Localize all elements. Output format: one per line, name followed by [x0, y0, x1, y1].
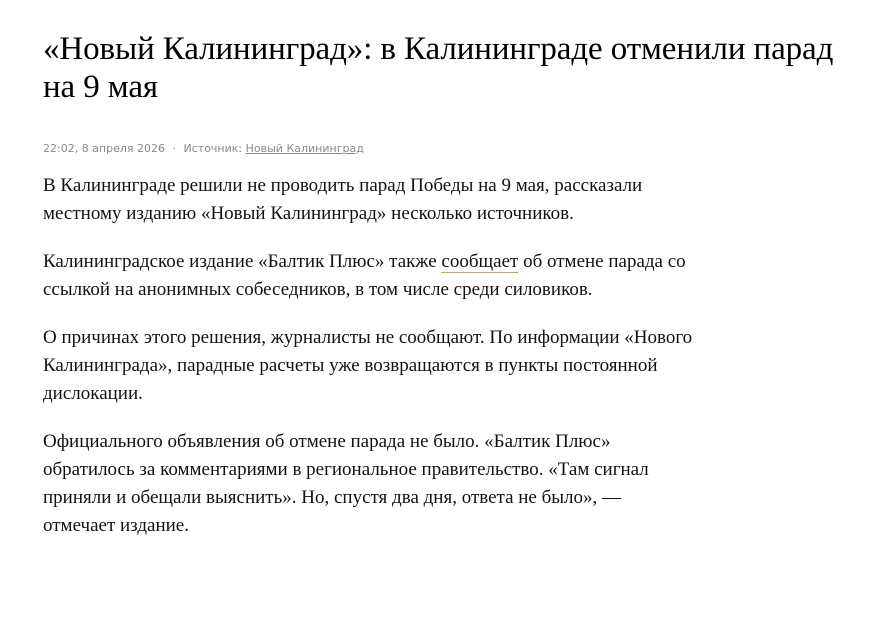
article-paragraph: В Калининграде решили не проводить парад Победы на 9 мая, рассказали местному изданию «Новый Калининград» несколько источников. [43, 175, 643, 224]
article-paragraph: Официального объявления об отмене парада не было. «Балтик Плюс» обратилось за комментариями в региональное правительство. «Там сигнал приняли и обещали выяснить». Но, спустя два дня, ответа не было», — отмечает издание. [43, 431, 649, 536]
inline-source-link[interactable]: сообщает [441, 251, 519, 272]
article-headline: «Новый Калининград»: в Калининграде отменили парад на 9 мая [43, 31, 834, 105]
source-label: Источник: [183, 142, 243, 155]
publish-datetime: 22:02, 8 апреля 2026 [43, 142, 166, 155]
article-body [43, 172, 693, 540]
article-paragraph: О причинах этого решения, журналисты не сообщают. По информации «Нового Калининграда», парадные расчеты уже возвращаются в пункты постоянной дислокации. [43, 327, 693, 404]
paragraph-text: Калининградское издание «Балтик Плюс» также [43, 251, 442, 272]
article-meta [43, 142, 843, 156]
source-link[interactable]: Новый Калининград [245, 142, 364, 155]
paragraph-text: об отмене парада со ссылкой на анонимных собеседников, в том числе среди силовиков. [43, 251, 686, 300]
news-article [43, 30, 843, 560]
meta-separator: · [172, 142, 177, 155]
article-paragraph [43, 248, 693, 304]
